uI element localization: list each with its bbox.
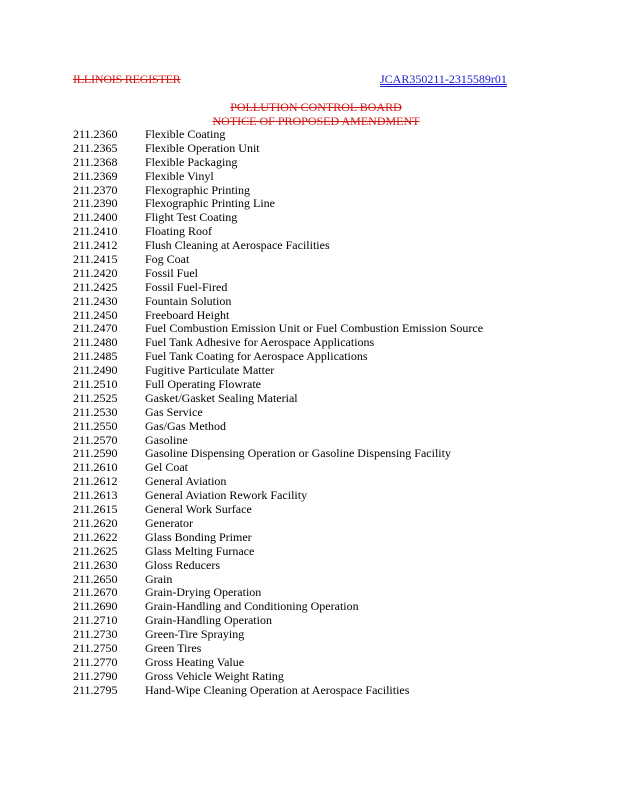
section-number: 211.2730	[73, 627, 118, 642]
section-term: Gloss Reducers	[145, 557, 220, 572]
section-number: 211.2790	[73, 668, 118, 683]
section-term: Flexible Vinyl	[145, 168, 214, 183]
list-item	[73, 322, 483, 336]
section-term: Green Tires	[145, 640, 202, 655]
section-number: 211.2390	[73, 196, 118, 211]
list-item	[73, 545, 483, 559]
section-number: 211.2360	[73, 127, 118, 141]
section-term: Green-Tire Spraying	[145, 627, 245, 642]
section-term: Gasket/Gasket Sealing Material	[145, 390, 298, 405]
section-number: 211.2412	[73, 238, 118, 253]
section-number: 211.2612	[73, 474, 118, 489]
list-item	[73, 475, 483, 489]
section-number: 211.2480	[73, 335, 118, 350]
section-number: 211.2590	[73, 446, 118, 461]
list-item	[73, 614, 483, 628]
section-number: 211.2490	[73, 363, 118, 378]
list-item	[73, 600, 483, 614]
section-term: Grain-Drying Operation	[145, 585, 262, 600]
section-term: Freeboard Height	[145, 307, 230, 322]
section-term: Flexible Packaging	[145, 154, 238, 169]
section-number: 211.2613	[73, 488, 118, 503]
list-item	[73, 586, 483, 600]
list-item	[73, 128, 483, 142]
section-term: Glass Bonding Primer	[145, 529, 252, 544]
section-number: 211.2420	[73, 265, 118, 280]
list-item	[73, 253, 483, 267]
section-number: 211.2410	[73, 224, 118, 239]
section-term: Fuel Combustion Emission Unit or Fuel Combustion Emission Source	[145, 321, 484, 336]
list-item	[73, 281, 483, 295]
section-number: 211.2368	[73, 154, 118, 169]
list-item	[73, 378, 483, 392]
section-number: 211.2795	[73, 682, 118, 697]
list-item	[73, 434, 483, 448]
section-term: Fugitive Particulate Matter	[145, 363, 275, 378]
list-item	[73, 142, 483, 156]
list-item	[73, 197, 483, 211]
section-term: Fuel Tank Coating for Aerospace Applications	[145, 349, 368, 364]
section-term: Generator	[145, 515, 193, 530]
notice-heading: NOTICE OF PROPOSED AMENDMENT	[212, 114, 420, 128]
section-number: 211.2430	[73, 293, 118, 308]
list-item	[73, 489, 483, 503]
section-term: Fuel Tank Adhesive for Aerospace Applications	[145, 335, 375, 350]
register-title: ILLINOIS REGISTER	[73, 72, 181, 86]
section-term: Hand-Wipe Cleaning Operation at Aerospace Facilities	[145, 682, 410, 697]
section-term: Grain-Handling and Conditioning Operation	[145, 599, 359, 614]
list-item	[73, 517, 483, 531]
list-item	[73, 559, 483, 573]
section-number: 211.2425	[73, 279, 118, 294]
section-term: Gas Service	[145, 404, 203, 419]
section-number: 211.2620	[73, 515, 118, 530]
section-term: Full Operating Flowrate	[145, 377, 261, 392]
section-term: General Aviation	[145, 474, 227, 489]
list-item	[73, 447, 483, 461]
list-item	[73, 336, 483, 350]
section-number: 211.2415	[73, 252, 118, 267]
section-term: Flexographic Printing	[145, 182, 250, 197]
section-number: 211.2615	[73, 502, 118, 517]
list-item	[73, 420, 483, 434]
list-item	[73, 670, 483, 684]
section-number: 211.2530	[73, 404, 118, 419]
list-item	[73, 684, 483, 698]
section-term: Gel Coat	[145, 460, 188, 475]
list-item	[73, 267, 483, 281]
section-number: 211.2525	[73, 390, 118, 405]
section-list	[73, 128, 483, 698]
section-number: 211.2770	[73, 654, 118, 669]
list-item	[73, 156, 483, 170]
section-number: 211.2750	[73, 640, 118, 655]
list-item	[73, 392, 483, 406]
list-item	[73, 364, 483, 378]
section-term: Fog Coat	[145, 252, 190, 267]
section-term: Flexible Operation Unit	[145, 140, 260, 155]
section-number: 211.2650	[73, 571, 118, 586]
section-term: Fossil Fuel	[145, 265, 199, 280]
list-item	[73, 531, 483, 545]
list-item	[73, 184, 483, 198]
section-number: 211.2370	[73, 182, 118, 197]
section-term: Gas/Gas Method	[145, 418, 226, 433]
section-term: Gross Vehicle Weight Rating	[145, 668, 284, 683]
list-item	[73, 350, 483, 364]
section-number: 211.2470	[73, 321, 118, 336]
section-term: Gasoline	[145, 432, 188, 447]
section-number: 211.2510	[73, 377, 118, 392]
section-number: 211.2690	[73, 599, 118, 614]
section-number: 211.2450	[73, 307, 118, 322]
section-number: 211.2485	[73, 349, 118, 364]
section-term: Grain-Handling Operation	[145, 613, 272, 628]
section-number: 211.2550	[73, 418, 118, 433]
list-item	[73, 225, 483, 239]
list-item	[73, 406, 483, 420]
section-term: Fountain Solution	[145, 293, 232, 308]
list-item	[73, 239, 483, 253]
list-item	[73, 170, 483, 184]
list-item	[73, 309, 483, 323]
section-number: 211.2630	[73, 557, 118, 572]
section-term: Flush Cleaning at Aerospace Facilities	[145, 238, 330, 253]
list-item	[73, 656, 483, 670]
section-number: 211.2610	[73, 460, 118, 475]
list-item	[73, 211, 483, 225]
section-number: 211.2570	[73, 432, 118, 447]
section-number: 211.2622	[73, 529, 118, 544]
section-term: General Work Surface	[145, 502, 252, 517]
list-item	[73, 295, 483, 309]
section-term: Glass Melting Furnace	[145, 543, 255, 558]
section-number: 211.2625	[73, 543, 118, 558]
section-number: 211.2365	[73, 140, 118, 155]
section-term: Gasoline Dispensing Operation or Gasoline Dispensing Facility	[145, 446, 451, 461]
list-item	[73, 503, 483, 517]
section-number: 211.2710	[73, 613, 118, 628]
list-item	[73, 573, 483, 587]
list-item	[73, 642, 483, 656]
section-term: Flight Test Coating	[145, 210, 238, 225]
section-number: 211.2369	[73, 168, 118, 183]
section-number: 211.2400	[73, 210, 118, 225]
document-code-link[interactable]: JCAR350211-2315589r01	[380, 72, 507, 86]
section-term: General Aviation Rework Facility	[145, 488, 308, 503]
section-term: Gross Heating Value	[145, 654, 245, 669]
list-item	[73, 628, 483, 642]
section-number: 211.2670	[73, 585, 118, 600]
board-heading: POLLUTION CONTROL BOARD	[230, 100, 402, 114]
list-item	[73, 461, 483, 475]
section-term: Floating Roof	[145, 224, 213, 239]
section-term: Grain	[145, 571, 173, 586]
section-term: Flexible Coating	[145, 127, 226, 141]
section-term: Flexographic Printing Line	[145, 196, 275, 211]
section-term: Fossil Fuel-Fired	[145, 279, 228, 294]
